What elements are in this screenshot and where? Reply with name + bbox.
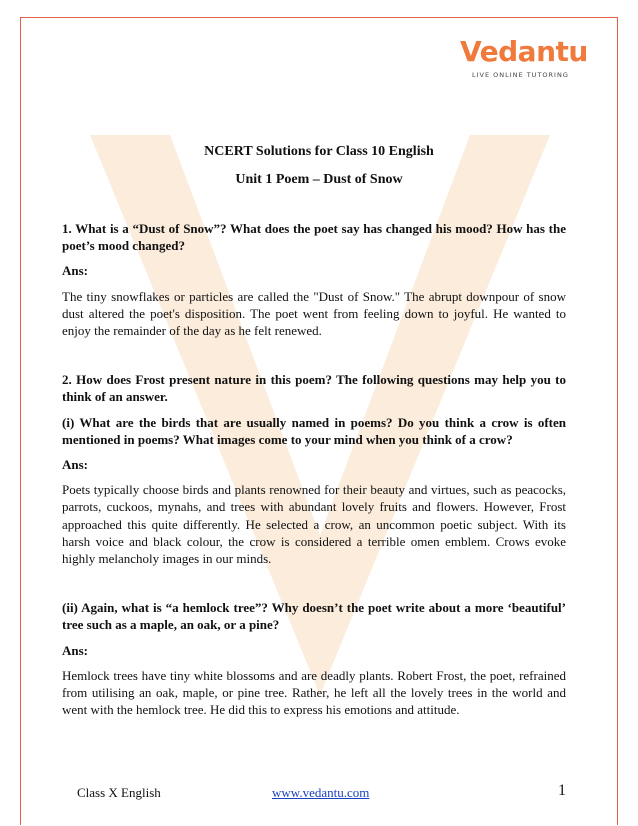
question-2-i: (i) What are the birds that are usually named in poems? Do you think a crow is often mentioned in poems? What images come to your mind when you think of a crow? — [62, 414, 566, 447]
answer-1: The tiny snowflakes or particles are called the "Dust of Snow." The abrupt downpour of snow dust altered the poet's disposition. The poet went from feeling down to joyful. He wanted to enjoy the remainder of the day as he felt renewed. — [62, 288, 566, 339]
content-body — [62, 220, 566, 726]
footer-subject: Class X English — [77, 785, 161, 800]
answer-2-i: Poets typically choose birds and plants renowned for their beauty and virtues, such as peacocks, parrots, cuckoos, mynahs, and trees with abundant lovely fruits and flowers. However, Frost approached this quite differently. He selected a crow, an uncommon poetic subject. With its harsh voice and black colour, the crow is considered a terrible omen emblem. Crows evoke highly melancholy images in our minds. — [62, 482, 566, 567]
answer-label-1: Ans: — [62, 263, 89, 279]
vedantu-logo — [460, 35, 588, 85]
page-number: 1 — [558, 782, 566, 799]
question-2-ii: (ii) Again, what is “a hemlock tree”? Why doesn’t the poet write about a more ‘beautiful’ tree such as a maple, an oak, or a pine? — [62, 600, 566, 633]
logo-tagline: LIVE ONLINE TUTORING — [472, 71, 569, 79]
answer-2-ii: Hemlock trees have tiny white blossoms and are deadly plants. Robert Frost, the poet, refrained from utilising an oak, maple, or pine tree. Rather, he left all the lovely trees in the world and went with the hemlock tree. He did this to express his emotions and attitude. — [62, 667, 566, 718]
question-2: 2. How does Frost present nature in this poem? The following questions may help you to think of an answer. — [62, 372, 566, 405]
footer-website-link[interactable]: www.vedantu.com — [272, 785, 370, 800]
question-1: 1. What is a “Dust of Snow”? What does the poet say has changed his mood? How has the poet’s mood changed? — [62, 221, 566, 254]
document-subtitle: Unit 1 Poem – Dust of Snow — [235, 172, 403, 187]
answer-label-2-ii: Ans: — [62, 642, 89, 658]
document-title: NCERT Solutions for Class 10 English — [204, 144, 434, 159]
answer-label-2-i: Ans: — [62, 457, 89, 473]
logo-wordmark: Vedantu — [460, 35, 588, 68]
